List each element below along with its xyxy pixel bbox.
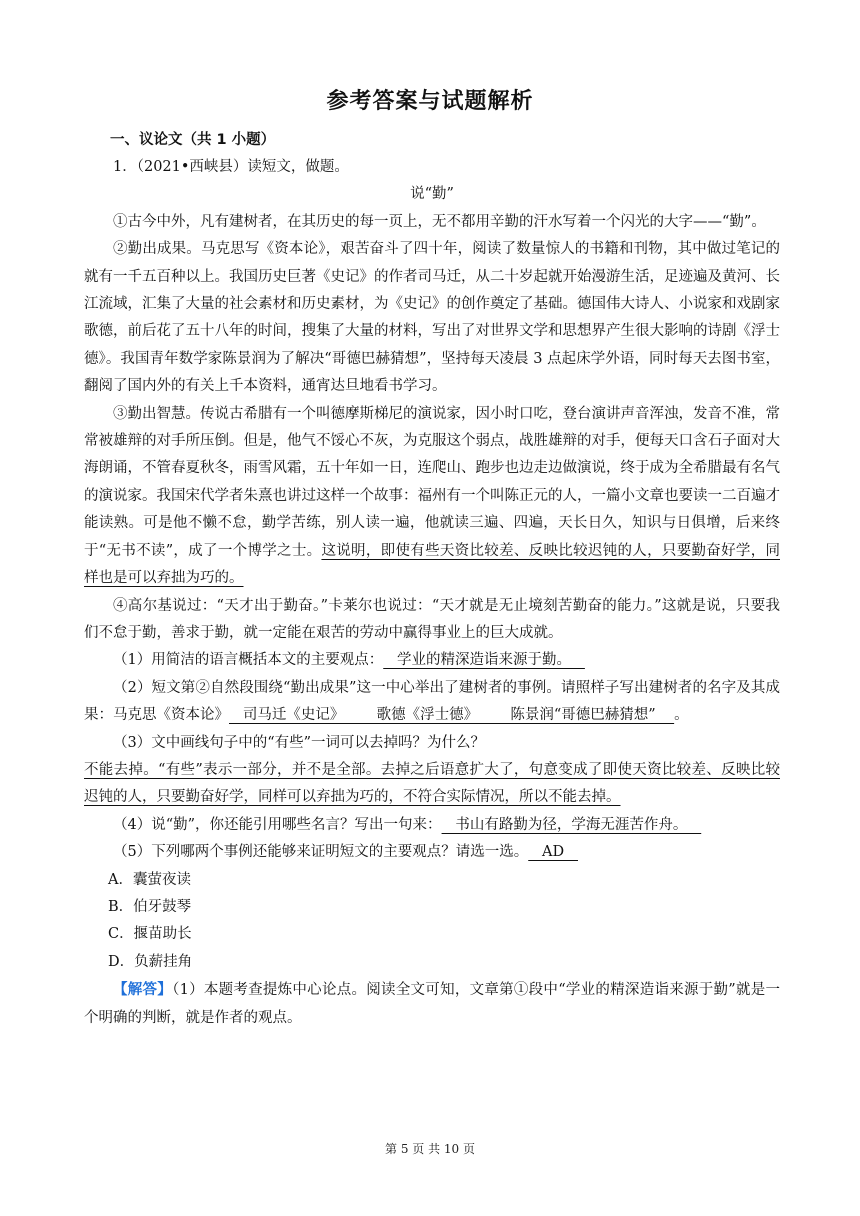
option-b: B．伯牙鼓琴 <box>108 898 192 915</box>
answer-4: 书山有路勤为径，学海无涯苦作舟。 <box>441 816 702 833</box>
paragraph-2: ②勤出成果。马克思写《资本论》，艰苦奋斗了四十年，阅读了数量惊人的书籍和刊物，其中做过笔记的就有一千五百种以上。我国历史巨著《史记》的作者司马迁，从二十岁起就开始漫游生活，足迹遍及黄河、长江流域，汇集了大量的社会素材和历史素材，为《史记》的创作奠定了基础。德国伟大诗人、小说家和戏剧家歌德，前后花了五十八年的时间，搜集了大量的材料，写出了对世界文学和思想界产生很大影响的诗剧《浮士德》。我国青年数学家陈景润为了解决“哥德巴赫猜想”，坚持每天凌晨 3 点起床学外语，同时每天去图书室，翻阅了国内外的有关上千本资料，通宵达旦地看书学习。 <box>84 241 780 395</box>
answer-3: 不能去掉。“有些”表示一部分，并不是全部。去掉之后语意扩大了，句意变成了即使天资比较差、反映比较迟钝的人，只要勤奋好学，同样可以弃拙为巧的，不符合实际情况，所以不能去掉。 <box>84 761 780 806</box>
question-1-text: （1）用简洁的语言概括本文的主要观点： <box>113 652 384 669</box>
question-2 <box>84 675 780 730</box>
answer-5: AD <box>528 844 578 861</box>
answer-2: 司马迁《史记》 歌德《浮士德》 陈景润“哥德巴赫猜想” <box>229 707 675 724</box>
page-footer: 第 5 页 共 10 页 <box>385 1142 475 1156</box>
answer-3-line <box>84 757 780 812</box>
paragraph-3-text: ③勤出智慧。传说古希腊有一个叫德摩斯梯尼的演说家，因小时口吃，登台演讲声音浑浊，发音不准，常常被雄辩的对手所压倒。但是，他气不馁心不灰，为克服这个弱点，战胜雄辩的对手，便每天口含石子面对大海朗诵，不管春夏秋冬，雨雪风霜，五十年如一日，连爬山、跑步也边走边做演说，终于成为全希腊最有名气的演说家。我国宋代学者朱熹也讲过这样一个故事：福州有一个叫陈正元的人，一篇小文章也要读一二百遍才能读熟。可是他不懒不怠，勤学苦练，别人读一遍，他就读三遍、四遍，天长日久，知识与日俱增，后来终于“无书不读”，成了一个博学之士。 <box>84 405 780 559</box>
option-d: D．负薪挂角 <box>108 953 193 970</box>
paragraph-1: ①古今中外，凡有建树者，在其历史的每一页上，无不都用辛勤的汗水写着一个闪光的大字——“勤”。 <box>113 213 766 230</box>
analysis-text: （1）本题考查提炼中心论点。阅读全文可知，文章第①段中“学业的精深造诣来源于勤”就是一个明确的判断，就是作者的观点。 <box>84 982 780 1026</box>
question-5-text: （5）下列哪两个事例还能够来证明短文的主要观点？请选一选。 <box>113 844 529 861</box>
analysis <box>84 976 780 1032</box>
content <box>84 154 780 1032</box>
question-4-text: （4）说“勤”，你还能引用哪些名言？写出一句来： <box>113 816 442 833</box>
essay-title: 说“勤” <box>410 186 454 203</box>
question-intro: 1．（2021•西峡县）读短文，做题。 <box>113 159 349 175</box>
paragraph-3 <box>84 401 780 593</box>
page-title: 参考答案与试题解析 <box>326 89 534 114</box>
section-heading: 一、议论文（共 1 小题） <box>110 132 276 148</box>
question-2-end: 。 <box>674 707 689 724</box>
question-1 <box>84 647 780 674</box>
question-2-text: （2）短文第②自然段围绕“勤出成果”这一中心举出了建树者的事例。请照样子写出建树者的名字及其成果：马克思《资本论》 <box>84 679 780 724</box>
underlined-sentence: 这说明，即使有些天资比较差、反映比较迟钝的人，只要勤奋好学，同样也是可以弃拙为巧的。 <box>84 542 780 587</box>
question-5 <box>84 839 780 866</box>
option-c: C．揠苗助长 <box>108 926 192 943</box>
answer-1: 学业的精深造诣来源于勤。 <box>383 652 585 669</box>
question-3: （3）文中画线句子中的“有些”一词可以去掉吗？为什么？ <box>113 734 486 751</box>
paragraph-4: ④高尔基说过：“天才出于勤奋。”卡莱尔也说过：“天才就是无止境刻苦勤奋的能力。”这就是说，只要我们不怠于勤，善求于勤，就一定能在艰苦的劳动中赢得事业上的巨大成就。 <box>84 597 780 641</box>
question-4 <box>84 812 780 839</box>
option-a: A．囊萤夜读 <box>108 871 191 888</box>
analysis-tag: 【解答】 <box>113 981 173 999</box>
